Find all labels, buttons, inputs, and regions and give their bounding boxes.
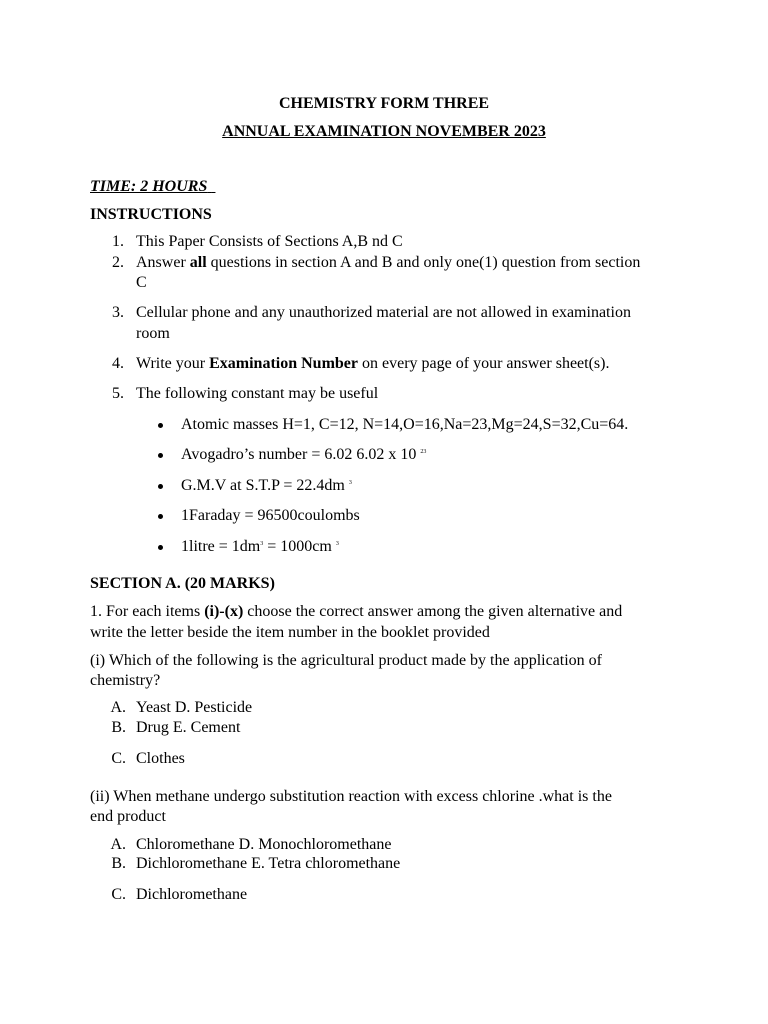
instruction-text: This Paper Consists of Sections A,B nd C [136, 233, 403, 250]
option-letter: A. [110, 836, 126, 853]
question-text: (ii) When methane undergo substitution reaction with excess chlorine .what is the [90, 788, 612, 805]
option-letter: A. [110, 699, 126, 716]
exam-subtitle: ANNUAL EXAMINATION NOVEMBER 2023 [222, 123, 546, 140]
section-a-heading: SECTION A. (20 MARKS) [90, 575, 275, 592]
option-letter: C. [111, 750, 126, 767]
instruction-text: Cellular phone and any unauthorized material are not allowed in examination [136, 304, 631, 321]
instruction-text: The following constant may be useful [136, 385, 379, 402]
instruction-text-continued: C [136, 274, 147, 291]
bullet-icon [158, 453, 163, 458]
option-text: Dichloromethane E. Tetra chloromethane [136, 855, 401, 872]
question-text-continued: chemistry? [90, 672, 161, 689]
bullet-icon [158, 484, 163, 489]
question-text: (i) Which of the following is the agricultural product made by the application of [90, 652, 602, 669]
constant-text: Atomic masses H=1, C=12, N=14,O=16,Na=23,Mg=24,S=32,Cu=64. [181, 416, 629, 433]
instruction-number: 5. [112, 385, 124, 402]
bullet-icon [158, 514, 163, 519]
instruction-number: 3. [112, 304, 124, 321]
section-a-intro-continued: write the letter beside the item number in the booklet provided [90, 624, 490, 641]
constant-text: Avogadro’s number = 6.02 6.02 x 10 $^{23}$ [181, 446, 427, 463]
option-text: Dichloromethane [136, 886, 248, 903]
exam-title: CHEMISTRY FORM THREE [278, 95, 490, 112]
option-letter: C. [111, 886, 126, 903]
option-text: Chloromethane D. Monochloromethane [136, 836, 392, 853]
constant-text: G.M.V at S.T.P = 22.4dm $^3$ [181, 477, 352, 494]
bullet-icon [158, 545, 163, 550]
instruction-text-continued: room [136, 325, 170, 342]
bullet-icon [158, 423, 163, 428]
section-a-intro: 1. For each items (i)-(x) choose the correct answer among the given alternative and [90, 603, 623, 620]
option-text: Clothes [136, 750, 185, 767]
instruction-text: Answer all questions in section A and B and only one(1) question from section [136, 254, 641, 271]
instructions-heading: INSTRUCTIONS [90, 206, 212, 223]
option-text: Drug E. Cement [136, 719, 241, 736]
instruction-number: 1. [112, 233, 124, 250]
constant-text: 1Faraday = 96500coulombs [181, 507, 360, 524]
question-text-continued: end product [90, 808, 166, 825]
option-letter: B. [111, 855, 126, 872]
option-letter: B. [111, 719, 126, 736]
exam-time: TIME: 2 HOURS [90, 178, 208, 195]
option-text: Yeast D. Pesticide [136, 699, 253, 716]
instruction-number: 4. [112, 355, 124, 372]
instruction-text: Write your Examination Number on every page of your answer sheet(s). [136, 355, 610, 372]
constant-text: 1litre = $1dm^3 = 1000cm$ $^3$ [181, 538, 339, 555]
instruction-number: 2. [112, 254, 124, 271]
